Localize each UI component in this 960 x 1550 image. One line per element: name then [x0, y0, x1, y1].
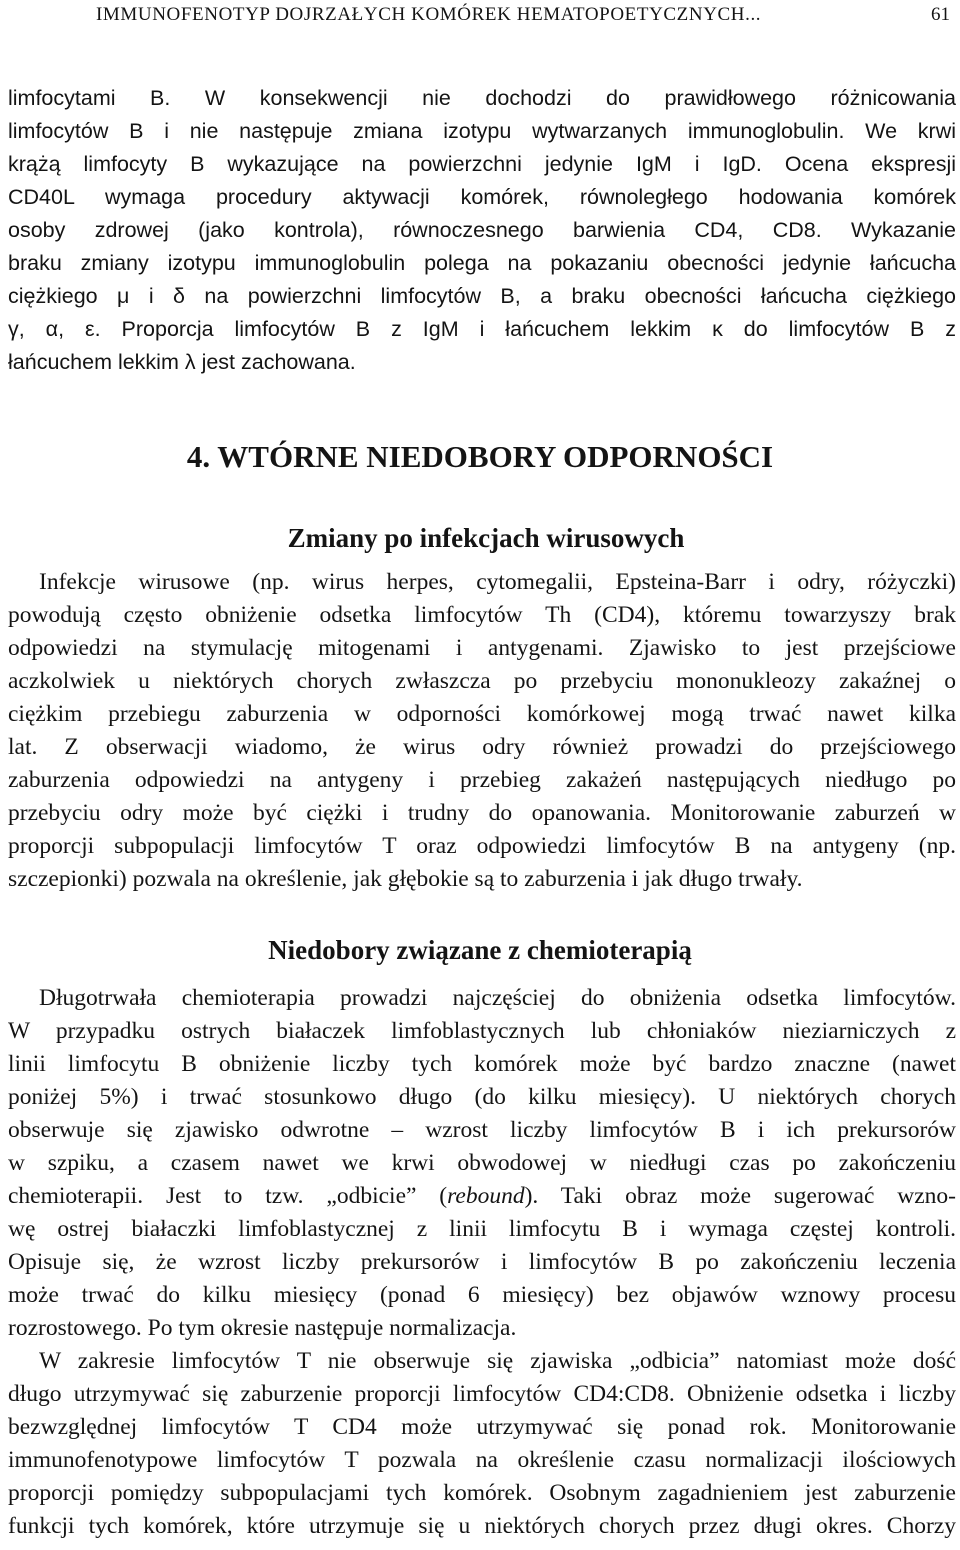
text-line: obserwuje się zjawisko odwrotne – wzrost liczby limfocytów B i ich prekursorów [8, 1117, 956, 1143]
text-line: długo utrzymywać się zaburzenie proporcji limfocytów CD4:CD8. Obniżenie odsetka i liczby [8, 1381, 956, 1407]
text-line: W przypadku ostrych białaczek limfoblastycznych lub chłoniaków nieziarniczych z [8, 1018, 956, 1044]
text-line: immunofenotypowe limfocytów T pozwala na określenie czasu normalizacji ilościowych [8, 1447, 956, 1473]
text-line: lat. Z obserwacji wiadomo, że wirus odry również prowadzi do przejściowego [8, 734, 956, 760]
text-line: aczkolwiek u niektórych chorych zwłaszcza po przebyciu mononukleozy zakaźnej o [8, 668, 956, 694]
text-line: osoby zdrowej (jako kontrola), równoczesnego barwienia CD4, CD8. Wykazanie [8, 218, 956, 242]
section-title: 4. WTÓRNE NIEDOBORY ODPORNOŚCI [186, 439, 774, 474]
text-line: proporcji pomiędzy subpopulacjami tych komórek. Osobnym zagadnieniem jest zaburzenie [8, 1480, 956, 1506]
text-line: wę ostrej białaczki limfoblastycznej z linii limfocytu B i wymaga częstej kontroli. [8, 1216, 956, 1242]
text-line: bezwzględnej limfocytów T CD4 może utrzymywać się ponad rok. Monitorowanie [8, 1414, 956, 1440]
italic-term: rebound [447, 1183, 525, 1209]
text-line: zaburzenia odpowiedzi na antygeny i przebieg zakażeń następujących niedługo po [8, 767, 956, 793]
text-line: przebyciu odry może być ciężki i trudny do opanowania. Monitorowanie zaburzeń w [8, 800, 956, 826]
text-line: krążą limfocyty B wykazujące na powierzchni jedynie IgM i IgD. Ocena ekspresji [8, 152, 956, 176]
text-line: Opisuje się, że wzrost liczby prekursorów i limfocytów B po zakończeniu leczenia [8, 1249, 956, 1275]
text-line: powodują często obniżenie odsetka limfocytów Th (CD4), któremu towarzyszy brak [8, 602, 956, 628]
text-line: poniżej 5%) i trwać stosunkowo długo (do kilku miesięcy). U niektórych chorych [8, 1084, 956, 1110]
text-line: Długotrwała chemioterapia prowadzi najczęściej do obniżenia odsetka limfocytów. [39, 985, 956, 1011]
text-fragment: ). Taki obraz może sugerować wzno- [524, 1183, 956, 1209]
subsection-heading-chemotherapy: Niedobory związane z chemioterapią [268, 935, 692, 965]
text-line: limfocytami B. W konsekwencji nie dochodzi do prawidłowego różnicowania [8, 86, 956, 110]
running-header-title: IMMUNOFENOTYP DOJRZAŁYCH KOMÓREK HEMATOPOETYCZNYCH... [96, 4, 762, 25]
text-line: odpowiedzi na stymulację mitogenami i antygenami. Zjawisko to jest przejściowe [8, 635, 956, 661]
page-number: 61 [931, 4, 950, 25]
text-line: Infekcje wirusowe (np. wirus herpes, cytomegalii, Epsteina-Barr i odry, różyczki) [39, 569, 956, 595]
text-line: CD40L wymaga procedury aktywacji komórek, równoległego hodowania komórek [8, 185, 956, 209]
text-line: proporcji subpopulacji limfocytów T oraz odpowiedzi limfocytów B na antygeny (np. [8, 833, 956, 859]
text-line: ciężkim przebiegu zaburzenia w odporności komórkowej mogą trwać nawet kilka [8, 701, 956, 727]
text-line [8, 1180, 956, 1213]
chemotherapy-paragraph-2 [8, 1345, 956, 1543]
text-line: limfocytów B i nie następuje zmiana izotypu wytwarzanych immunoglobulin. We krwi [8, 119, 956, 143]
text-line: może trwać do kilku miesięcy (ponad 6 miesięcy) bez objawów wznowy procesu [8, 1282, 956, 1308]
text-line: funkcji tych komórek, które utrzymuje się u niektórych chorych przez długi okres. Chorzy [8, 1513, 956, 1539]
intro-paragraph [8, 82, 956, 379]
text-line: γ, α, ε. Proporcja limfocytów B z IgM i łańcuchem lekkim κ do limfocytów B z [8, 317, 956, 341]
text-line: ciężkiego μ i δ na powierzchni limfocytów B, a braku obecności łańcucha ciężkiego [8, 284, 956, 308]
subsection-heading-viral: Zmiany po infekcjach wirusowych [287, 523, 685, 553]
text-line: szczepionki) pozwala na określenie, jak głębokie są to zaburzenia i jak długo trwały. [8, 866, 803, 892]
text-line: linii limfocytu B obniżenie liczby tych komórek może być bardzo znaczne (nawet [8, 1051, 956, 1077]
viral-infections-paragraph [8, 566, 956, 896]
text-line: w szpiku, a czasem nawet we krwi obwodowej w niedługi czas po zakończeniu [8, 1150, 956, 1176]
text-line: rozrostowego. Po tym okresie następuje normalizacja. [8, 1315, 517, 1341]
text-line: łańcuchem lekkim λ jest zachowana. [8, 350, 356, 374]
text-line: braku zmiany izotypu immunoglobulin polega na pokazaniu obecności jedynie łańcucha [8, 251, 956, 275]
text-line: W zakresie limfocytów T nie obserwuje się zjawiska „odbicia” natomiast może dość [39, 1348, 956, 1374]
chemotherapy-paragraph-1 [8, 982, 956, 1345]
text-fragment: chemioterapii. Jest to tzw. „odbicie” ( [8, 1183, 448, 1209]
